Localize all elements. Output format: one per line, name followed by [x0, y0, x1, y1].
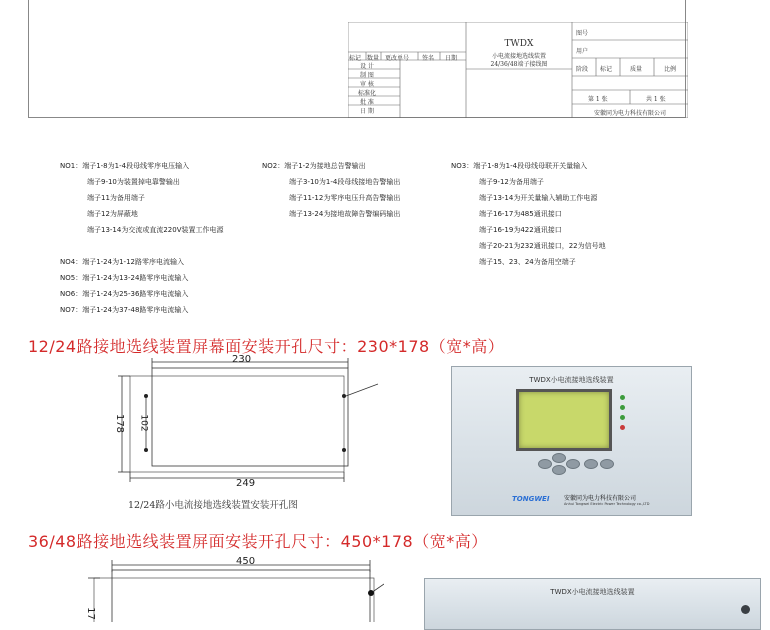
note-no1-line4: 端子12为屏蔽地: [87, 210, 138, 218]
section1-dim-bottom: 249: [236, 478, 256, 489]
mount-screw-icon: [741, 605, 750, 614]
led-run-icon: [620, 395, 625, 400]
led-alarm-icon: [620, 425, 625, 430]
col-header-change-no: 更改单号: [385, 55, 410, 62]
note-no3-line1: NO3：端子1-8为1-4段母线母联开关量输入: [451, 162, 588, 170]
note-no1-line2: 端子9-10为装置掉电靠警输出: [87, 178, 180, 186]
row-standard: 标准化: [358, 90, 377, 97]
sheet-no: 第 1 张: [588, 96, 608, 103]
device-company-name: 安徽同为电力科技有限公司: [564, 495, 637, 502]
sheet-total: 共 1 张: [646, 96, 666, 103]
label-drawing-no: 图号: [576, 30, 589, 37]
notes-col-4: [60, 254, 188, 318]
device-panel-photo-2: [424, 578, 761, 630]
note-no6: NO6：端子1-24为25-36路零序电流输入: [60, 290, 189, 298]
model-desc-line1: 小电流接地选线装置: [491, 53, 546, 60]
section1-dim-left-inner: 102: [138, 414, 149, 432]
section1-dim-top: 230: [232, 354, 252, 365]
device-panel-photo-1: [451, 366, 692, 516]
note-no3-line7: 端子15、23、24为备用空端子: [479, 258, 576, 266]
lcd-screen: [516, 389, 612, 451]
notes-col-3: [451, 158, 606, 270]
row-approve: 批 准: [360, 99, 374, 106]
section1-caption: 12/24路小电流接地选线装置安装开孔图: [128, 500, 298, 511]
row-draft: 制 图: [360, 72, 374, 79]
col-header-qty: 数量: [367, 55, 380, 62]
note-no4: NO4：端子1-24为1-12路零序电流输入: [60, 258, 184, 266]
col-header-mark: 标记: [349, 55, 362, 62]
key-right-icon: [566, 459, 580, 469]
section1-dim-left-outer: 178: [114, 413, 126, 434]
note-no1-line5: 端子13-14为交流或直流220V装置工作电源: [87, 226, 224, 234]
note-no3-line4: 端子16-17为485通讯接口: [479, 210, 562, 218]
col-header-date: 日期: [445, 55, 458, 62]
note-no1-line3: 端子11为备用端子: [87, 194, 145, 202]
section2-dim-top: 450: [236, 556, 256, 567]
section2-cutout-drawing: [84, 556, 384, 622]
company-name: 安徽同为电力科技有限公司: [593, 110, 666, 117]
device-panel-2-title: TWDX小电流接地选线装置: [550, 588, 635, 596]
note-no3-line3: 端子13-14为开关量输入辅助工作电源: [479, 194, 598, 202]
section2-dim-left: 17: [84, 607, 96, 620]
label-user: 用户: [576, 48, 589, 55]
note-no5: NO5：端子1-24为13-24路零序电流输入: [60, 274, 189, 282]
row-review: 审 核: [360, 81, 374, 88]
key-escape-icon: [600, 459, 614, 469]
model-name: TWDX: [504, 39, 534, 49]
note-no3-line5: 端子16-19为422通讯接口: [479, 226, 562, 234]
note-no2-line1: NO2：端子1-2为接地总告警输出: [262, 162, 366, 170]
note-no2-line3: 端子11-12为零序电压升高告警输出: [289, 194, 401, 202]
row-date: 日 期: [360, 108, 374, 115]
note-no2-line2: 端子3-10为1-4段母线接地告警输出: [289, 178, 401, 186]
note-no7: NO7：端子1-24为37-48路零序电流输入: [60, 306, 189, 314]
notes-col-2: [262, 158, 400, 222]
brand-logo: TONGWEI: [512, 495, 550, 503]
led-status-icon: [620, 415, 625, 420]
note-no3-line6: 端子20-21为232通讯接口，22为信号地: [479, 242, 606, 250]
note-no3-line2: 端子9-12为备用端子: [479, 178, 544, 186]
led-comm-icon: [620, 405, 625, 410]
label-stage: 阶段: [576, 66, 589, 73]
device-company-en: Anhui Tongwei Electric Power Technology co.,LTD: [564, 502, 650, 506]
section1-cutout-drawing: [108, 356, 388, 490]
label-mark: 标记: [600, 66, 613, 73]
key-left-icon: [538, 459, 552, 469]
key-up-icon: [552, 453, 566, 463]
section1-heading: 12/24路接地选线装置屏幕面安装开孔尺寸：230*178（宽*高）: [28, 337, 505, 356]
label-weight: 质量: [630, 66, 643, 73]
label-scale: 比例: [664, 66, 677, 73]
title-block: [348, 22, 688, 118]
device-panel-title: TWDX小电流接地选线装置: [529, 376, 614, 384]
key-enter-icon: [584, 459, 598, 469]
note-no2-line4: 端子13-24为接地故障告警编码输出: [289, 210, 401, 218]
row-design: 设 计: [360, 63, 374, 70]
col-header-sign: 签名: [422, 55, 435, 62]
key-down-icon: [552, 465, 566, 475]
model-desc-line2: 24/36/48端子接线图: [490, 61, 548, 68]
section2-heading: 36/48路接地选线装置屏面安装开孔尺寸：450*178（宽*高）: [28, 532, 488, 551]
notes-col-1: [60, 158, 224, 238]
note-no1-line1: NO1：端子1-8为1-4段母线零序电压输入: [60, 162, 190, 170]
